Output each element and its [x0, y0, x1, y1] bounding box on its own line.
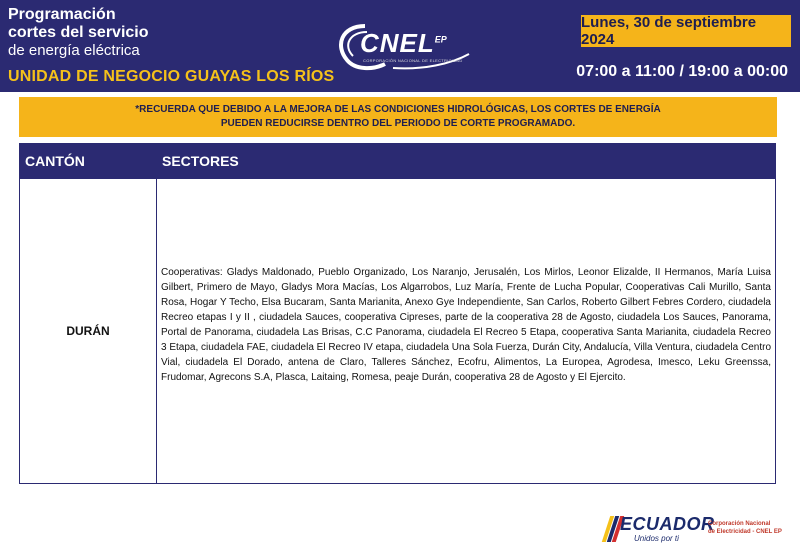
logo-wordmark: $CNEL^{EP}$	[360, 28, 447, 58]
column-header-canton: CANTÓN	[25, 153, 85, 169]
corporation-line-1: Corporación Nacional	[708, 521, 771, 527]
ecuador-tagline: Unidos por ti	[634, 534, 679, 543]
schedule-hours: 07:00 a 11:00 / 19:00 a 00:00	[576, 63, 788, 80]
schedule-table	[19, 143, 776, 484]
table-row-sectores: Cooperativas: Gladys Maldonado, Pueblo Organizado, Los Naranjo, Jerusalén, Los Mirlos, Leonor Elizalde, II Hermanos, María Luisa Gilbert, Primero de Mayo, Gladys Mora Macías, Los Algarrobos, Luz María, Frente de Lucha Popular, Cooperativas Cali Murillo, Santa Rosa, Hogar Y Techo, Elsa Bucaram, Santa Marianita, Anexo Gye Independiente, San Carlos, Roberto Gilbert Febres Cordero, ciudadela Recreo etapas I y II , ciudadela Sauces, cooperativa Cipreses, parte de la cooperativa 28 de Agosto, ciudadela Los Sauces, Panorama, Portal de Panorama, ciudadela Las Brisas, C.C Panorama, ciudadela El Recreo 5 Etapa, cooperativa Santa Marianita, ciudadela Recreo 3 Etapa, ciudadela FAE, ciudadela El Recreo IV etapa, ciudadela Una Sola Fuerza, Durán City, Andalucía, Villa Ventura, ciudadela Centro Vial, ciudadela El Dorado, antena de Claro, Talleres Sánchez, Ecofru, Alimentos, La Europea, Agrodesa, Imesco, Leku Greenssa, Frudomar, Agrecons S.A, Plasca, Laitaing, Romesa, peaje Durán, cooperativa 28 de Agosto y El Ejercito.	[161, 267, 772, 383]
notice-line-2: PUEDEN REDUCIRSE DENTRO DEL PERIODO DE CORTE PROGRAMADO.	[220, 118, 576, 129]
column-header-sectores: SECTORES	[162, 153, 239, 169]
column-divider	[156, 179, 157, 483]
table-header	[20, 144, 775, 179]
footer-brand	[604, 514, 794, 550]
logo-subtitle: CORPORACIÓN NACIONAL DE ELECTRICIDAD	[363, 58, 463, 63]
title-line-3: de energía eléctrica	[8, 42, 140, 59]
title-line-2: cortes del servicio	[8, 24, 149, 41]
title-block	[8, 6, 149, 59]
notice-banner	[19, 97, 777, 137]
date-badge: Lunes, 30 de septiembre 2024	[581, 15, 791, 47]
header-banner	[0, 0, 800, 92]
table-row-canton: DURÁN	[66, 324, 110, 338]
ecuador-wordmark: ECUADOR	[620, 514, 715, 534]
business-unit: UNIDAD DE NEGOCIO GUAYAS LOS RÍOS	[8, 68, 335, 85]
notice-line-1: *RECUERDA QUE DEBIDO A LA MEJORA DE LAS CONDICIONES HIDROLÓGICAS, LOS CORTES DE ENERGÍA	[135, 104, 661, 115]
title-line-1: Programación	[8, 6, 116, 23]
cnel-logo-icon	[333, 18, 473, 76]
corporation-label	[708, 520, 782, 536]
corporation-line-2: de Electricidad - CNEL EP	[708, 529, 782, 535]
